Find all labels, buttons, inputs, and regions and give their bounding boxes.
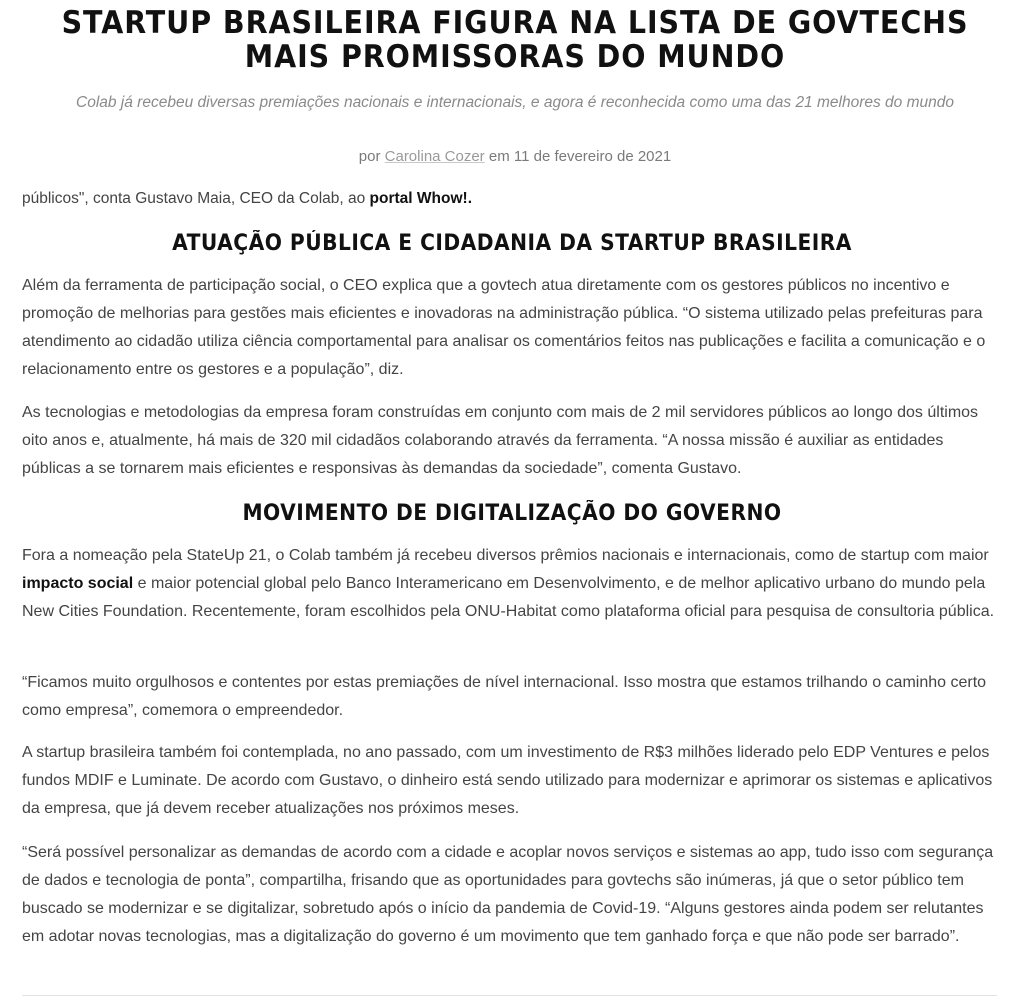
paragraph-5: A startup brasileira também foi contemplada, no ano passado, com um investimento de R$3 milhões liderado pelo EDP Ventures e pelos fundos MDIF e Luminate. De acordo com Gustavo, o dinheiro está sendo utilizado para modernizar e aprimorar os sistemas e aplicativos da empresa, que já devem receber atualizações nos próximos meses. (22, 744, 993, 817)
article-header (0, 0, 1030, 180)
previous-paragraph-text: públicos", conta Gustavo Maia, CEO da Colab, ao (22, 190, 370, 207)
paragraph-3-part-b: e maior potencial global pelo Banco Interamericano em Desenvolvimento, e de melhor aplicativo urbano do mundo pela New Cities Foundation. Recentemente, foram escolhidos pela ONU-Habitat como plataforma oficial para pesquisa de consultoria pública. (22, 575, 995, 620)
article-subtitle: Colab já recebeu diversas premiações nacionais e internacionais, e agora é reconhecida como uma das 21 melhores do mundo (76, 94, 954, 111)
paragraph-3 (22, 542, 997, 626)
impacto-social-link[interactable]: impacto social (22, 575, 134, 592)
paragraph-6: “Será possível personalizar as demandas de acordo com a cidade e acoplar novos serviços e sistemas ao app, tudo isso com segurança de dados e tecnologia de ponta”, compartilha, frisando que as oportunidades para govtechs são inúmeras, já que o setor público tem buscado se modernizar e se digitalizar, sobretudo após o início da pandemia de Covid-19. “Alguns gestores ainda podem ser relutantes em adotar novas tecnologias, mas a digitalização do governo é um movimento que tem ganhado força e que não pode ser barrado”. (22, 844, 994, 945)
section-heading-atuacao: ATUAÇÃO PÚBLICA E CIDADANIA DA STARTUP BRASILEIRA (172, 231, 852, 256)
article-byline (0, 147, 1030, 167)
byline-prefix: por (358, 148, 381, 165)
paragraph-3-part-a: Fora a nomeação pela StateUp 21, o Colab também já recebeu diversos prêmios nacionais e internacionais, como de startup com maior (22, 547, 989, 564)
paragraph-2: As tecnologias e metodologias da empresa foram construídas em conjunto com mais de 2 mil servidores públicos ao longo dos últimos oito anos e, atualmente, há mais de 320 mil cidadãos colaborando através da ferramenta. “A nossa missão é auxiliar as entidades públicas a se tornarem mais eficientes e responsivas às demandas da sociedade”, comenta Gustavo. (22, 404, 979, 477)
author-link[interactable]: Carolina Cozer (384, 148, 485, 165)
article-title: STARTUP BRASILEIRA FIGURA NA LISTA DE GOVTECHS MAIS PROMISSORAS DO MUNDO (61, 5, 969, 75)
portal-whow-link[interactable]: portal Whow!. (369, 190, 472, 207)
paragraph-1: Além da ferramenta de participação social, o CEO explica que a govtech atua diretamente com os gestores públicos no incentivo e promoção de melhorias para gestões mais eficientes e inovadoras na administração pública. “O sistema utilizado pelas prefeituras para atendimento ao cidadão utiliza ciência comportamental para analisar os comentários feitos nas publicações e facilita a comunicação e o relacionamento entre os gestores e a população”, diz. (22, 277, 986, 378)
byline-date: em 11 de fevereiro de 2021 (488, 148, 672, 165)
section-heading-movimento: MOVIMENTO DE DIGITALIZAÇÃO DO GOVERNO (242, 501, 782, 526)
previous-paragraph-tail (22, 188, 472, 210)
article-divider (22, 995, 997, 996)
paragraph-4: “Ficamos muito orgulhosos e contentes por estas premiações de nível internacional. Isso mostra que estamos trilhando o caminho certo como empresa”, comemora o empreendedor. (22, 674, 987, 719)
